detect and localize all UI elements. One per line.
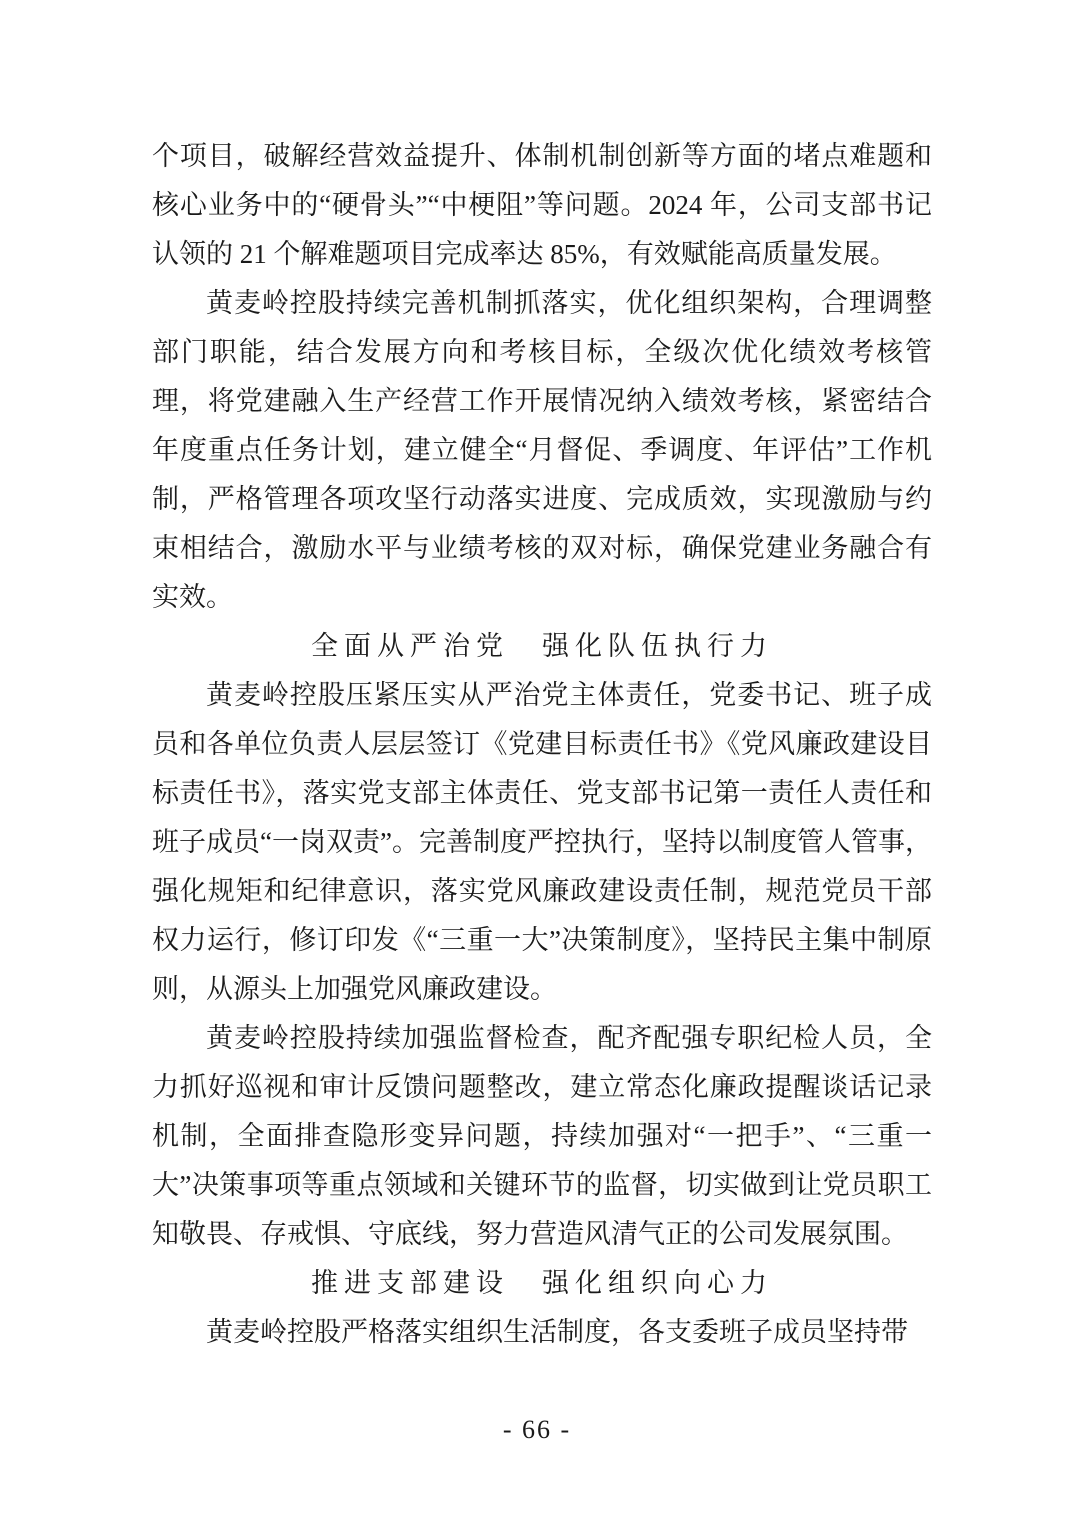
body-paragraph: 黄麦岭控股持续完善机制抓落实，优化组织架构，合理调整部门职能，结合发展方向和考核目标，全级次优化绩效考核管理，将党建融入生产经营工作开展情况纳入绩效考核，紧密结合年度重点任务计划，建立健全“月督促、季调度、年评估”工作机制，严格管理各项攻坚行动落实进度、完成质效，实现激励与约束相结合，激励水平与业绩考核的双对标，确保党建业务融合有实效。 [152, 288, 932, 612]
body-paragraph: 黄麦岭控股压紧压实从严治党主体责任，党委书记、班子成员和各单位负责人层层签订《党建目标责任书》《党风廉政建设目标责任书》，落实党支部主体责任、党支部书记第一责任人责任和班子成员“一岗双责”。完善制度严控执行，坚持以制度管人管事，强化规矩和纪律意识，落实党风廉政建设责任制，规范党员干部权力运行，修订印发《“三重一大”决策制度》，坚持民主集中制原则，从源头上加强党风廉政建设。 [152, 680, 932, 1004]
section-heading-branch-building: 推进支部建设 强化组织向心力 [311, 1268, 773, 1298]
body-paragraph: 黄麦岭控股严格落实组织生活制度，各支委班子成员坚持带 [206, 1317, 908, 1347]
page-number: - 66 - [502, 1415, 572, 1444]
body-paragraph-continuation: 个项目，破解经营效益提升、体制机制创新等方面的堵点难题和核心业务中的“硬骨头”“中梗阻”等问题。2024 年，公司支部书记认领的 21 个解难题项目完成率达 85%，有效赋能高质量发展。 [152, 141, 932, 269]
body-paragraph: 黄麦岭控股持续加强监督检查，配齐配强专职纪检人员，全力抓好巡视和审计反馈问题整改，建立常态化廉政提醒谈话记录机制，全面排查隐形变异问题，持续加强对“一把手”、“三重一大”决策事项等重点领域和关键环节的监督，切实做到让党员职工知敬畏、存戒惧、守底线，努力营造风清气正的公司发展氛围。 [152, 1023, 932, 1249]
text-block [152, 132, 932, 1357]
section-heading-discipline: 全面从严治党 强化队伍执行力 [311, 631, 773, 661]
